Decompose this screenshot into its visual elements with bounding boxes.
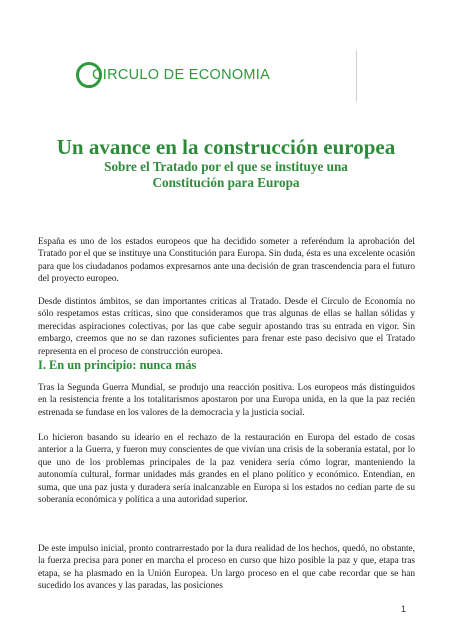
page-number: 1 bbox=[401, 604, 407, 614]
section-paragraph-3: De este impulso inicial, pronto contrarrestado por la dura realidad de los hechos, quedó, no obstante, la fuerza precisa para poner en marcha el proceso en curso que hizo posible la paz y que, etapa tras etapa, se ha plasmado en la Unión Europea. Un largo proceso en el que cabe recordar que se han sucedido los avances y las paradas, las posiciones bbox=[38, 544, 415, 592]
intro-paragraph-2: Desde distintos ámbitos, se dan importantes críticas al Tratado. Desde el Círculo de Economía no sólo respetamos estas críticas, sino que consideramos que tras algunas de ellas se hallan sólidas y merecidas aspiraciones colectivas, por las que cabe seguir apostando tras su entrada en vigor. Sin embargo, creemos que no se dan razones suficientes para frenar este paso decisivo que el Tratado representa en el proceso de construcción europea. bbox=[38, 297, 415, 357]
section-paragraph-2: Lo hicieron basando su ideario en el rechazo de la restauración en Europa del estado de cosas anterior a la Guerra, y fueron muy conscientes de que vivían una crisis de la soberanía estatal, por lo que uno de los problemas principales de la paz venidera sería cómo lograr, manteniendo la autonomía cultural, formar unidades más grandes en el plano político y económico. Entendían, en suma, que una paz justa y duradera sería inalcanzable en Europa si los estados no cedían parte de su soberanía económica y política a una autoridad superior. bbox=[38, 433, 415, 506]
section-heading: I. En un principio: nunca más bbox=[38, 358, 197, 372]
header-divider bbox=[356, 50, 357, 102]
document-subtitle: Sobre el Tratado por el que se instituye una Constitución para Europa bbox=[104, 159, 348, 190]
section-paragraph-1: Tras la Segunda Guerra Mundial, se produjo una reacción positiva. Los europeos más distinguidos en la resistencia frente a los totalitarismos apostaron por una Europa unida, en la que la paz recién estrenada se fundase en los valores de la democracia y la justicia social. bbox=[38, 383, 415, 418]
intro-paragraph-1: España es uno de los estados europeos que ha decidido someter a referéndum la aprobación del Tratado por el que se instituye una Constitución para Europa. Sin duda, ésta es una excelente ocasión para que los ciudadanos podamos expresarnos ante una decisión de gran trascendencia para el futuro del proyecto europeo. bbox=[38, 237, 415, 285]
logo-text: CIRCULO DE ECONOMIA bbox=[92, 67, 271, 83]
circulo-de-economia-logo bbox=[76, 62, 276, 92]
document-title: Un avance en la construcción europea bbox=[56, 135, 396, 159]
